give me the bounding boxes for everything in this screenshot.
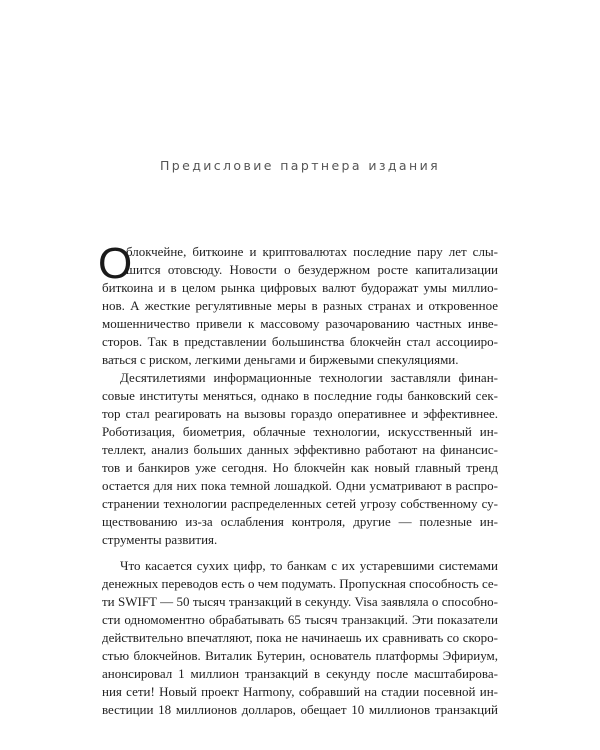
paragraph-spacer	[102, 549, 498, 557]
text-line: совые институты меняться, однако в последние годы банковский сек-	[102, 388, 498, 403]
text-line: ществованию из-за ослабления контроля, другие — полезные ин-	[102, 514, 498, 529]
text-line: струменты развития.	[102, 532, 218, 547]
text-line: теллект, анализ больших данных эффективно работают на финансис-	[102, 442, 498, 457]
text-line: действительно впечатляют, пока не начинаешь их сравнивать со скоро-	[102, 630, 498, 645]
text-line: Роботизация, биометрия, облачные технологии, искусственный ин-	[102, 424, 498, 439]
text-line: блокчейне, биткоине и криптовалютах последние пару лет слы-	[126, 244, 498, 259]
text-line: денежных переводов есть о чем подумать. Пропускная способность се-	[102, 576, 498, 591]
text-line: нов. А жесткие регулятивные меры в разных странах и откровенное	[102, 298, 498, 313]
text-line: шится отовсюду. Новости о безудержном росте капитализации	[126, 262, 498, 277]
text-line: ваться с риском, легкими деньгами и биржевыми спекуляциями.	[102, 352, 459, 367]
drop-cap: О	[98, 239, 133, 288]
text-line: биткоина и в целом рынка цифровых валют будоражат умы миллио-	[102, 280, 498, 295]
body-text	[98, 239, 498, 719]
text-line: мошенничество привели к массовому разочарованию частных инве-	[102, 316, 498, 331]
text-line: анонсировал 1 миллион транзакций в секунду после масштабирова-	[102, 666, 498, 681]
text-line: странении технологии распределенных сетей угрозу собственному су-	[102, 496, 498, 511]
text-line: вестиции 18 миллионов долларов, обещает 10 миллионов транзакций	[102, 702, 498, 717]
text-line: Что касается сухих цифр, то банкам с их устаревшими системами	[120, 558, 498, 573]
text-line: тов и банкиров уже сегодня. Но блокчейн как новый главный тренд	[102, 460, 498, 475]
text-line: сторов. Так в представлении большинства блокчейн стал ассоцииро-	[102, 334, 498, 349]
text-line: тор стал реагировать на вызовы гораздо оперативнее и эффективнее.	[102, 406, 498, 421]
text-line: Десятилетиями информационные технологии заставляли финан-	[120, 370, 498, 385]
text-line: сти одномоментно обрабатывать 65 тысяч транзакций. Эти показатели	[102, 612, 498, 627]
text-line: остается для них пока темной лошадкой. Одни усматривают в распро-	[102, 478, 498, 493]
text-line: ти SWIFT — 50 тысяч транзакций в секунду. Visa заявляла о способно-	[102, 594, 498, 609]
chapter-title: Предисловие партнера издания	[159, 158, 441, 173]
text-line: ния сети! Новый проект Harmony, собравший на стадии посевной ин-	[102, 684, 498, 699]
text-line: стью блокчейнов. Виталик Бутерин, основатель платформы Эфириум,	[102, 648, 498, 663]
